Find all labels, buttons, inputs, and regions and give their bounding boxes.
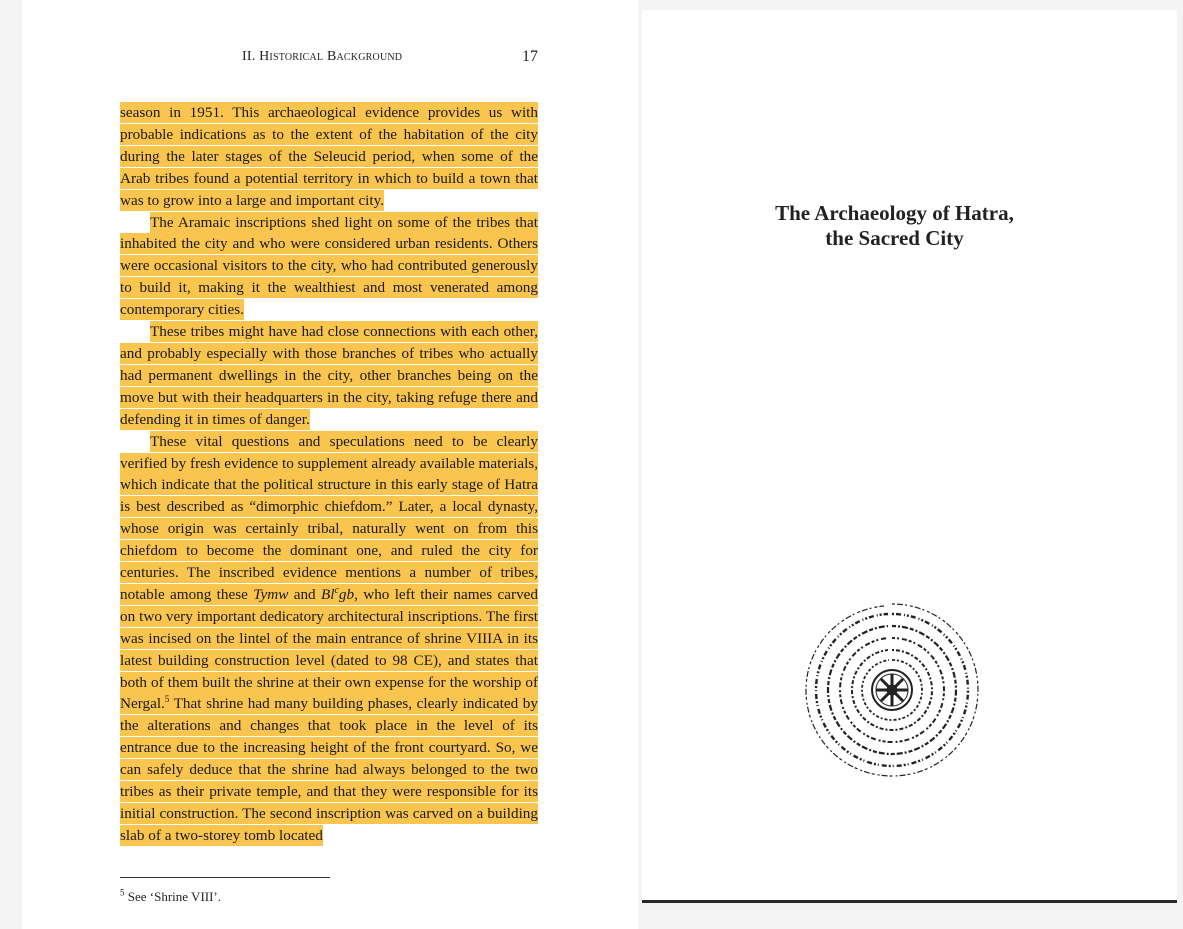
tribe-name-blgb: Bl$^c$gb — [320, 584, 355, 603]
circular-inscription-emblem-icon — [804, 602, 980, 778]
right-page-edge — [642, 900, 1177, 903]
body-text[interactable] — [120, 102, 538, 847]
right-page — [642, 10, 1177, 901]
running-head: II. Historical Background — [242, 49, 403, 64]
paragraph-4[interactable] — [120, 431, 538, 847]
footnote-reference[interactable]: 5 — [164, 694, 170, 705]
highlighted-text[interactable]: season in 1951. This archaeological evidence provides us with probable indications as to the extent of the habitation of the city during the later stages of the Seleucid period, when some of the Arab tribes found a potential territory in which to build a town that was to grow into a large and important city. — [120, 104, 538, 209]
paragraph-2[interactable] — [120, 212, 538, 322]
paragraph-3[interactable] — [120, 321, 538, 431]
page-number: 17 — [522, 48, 538, 65]
highlighted-text[interactable]: These vital questions and speculations need to be clearly verified by fresh evidence to supplement already available materials, which indicate that the political structure in this early stage of Hatra is best described as “dimorphic chiefdom.” Later, a local dynasty, whose origin was certainly tribal, naturally went on from this chiefdom to become the dominant one, and ruled the city for centuries. The inscribed evidence mentions a number of tribes, notable among these Tymw and Bl$^c$gb, who left their names carved on two very important dedicatory architectural inscriptions. The first was incised on the lintel of the main entrance of shrine VIIIA in its latest building construction level (dated to 98 CE), and states that both of them built the shrine at their own expense for the worship of Nergal.$^5$ That shrine had many building phases, clearly indicated by the alterations and changes that took place in the level of its entrance due to the increasing height of the front courtyard. So, we can safely deduce that the shrine had always belonged to the two tribes as their private temple, and that they were responsible for its initial construction. The second inscription was carved on a building slab of a two-storey tomb located — [120, 432, 538, 844]
highlighted-text[interactable]: The Aramaic inscriptions shed light on some of the tribes that inhabited the city and who were considered urban residents. Others were occasional visitors to the city, who had contributed generously to build it, making it the wealthiest and most venerated among contemporary cities. — [120, 213, 538, 319]
footnote-marker: 5 — [120, 887, 125, 898]
footnote-divider — [120, 877, 330, 878]
left-page — [22, 0, 638, 929]
highlighted-text[interactable]: These tribes might have had close connections with each other, and probably especially with those branches of tribes who actually had permanent dwellings in the city, other branches being on the move but with their headquarters in the city, taking refuge there and defending it in times of danger. — [120, 323, 538, 428]
book-title — [642, 201, 1147, 251]
book-title-line-2: the Sacred City — [825, 226, 964, 250]
paragraph-1[interactable] — [120, 102, 538, 212]
book-title-line-1: The Archaeology of Hatra, — [775, 201, 1014, 225]
footnote: $^5$ See ‘Shrine VIII’. — [120, 887, 222, 904]
tribe-name-tymw: Tymw — [253, 585, 289, 603]
